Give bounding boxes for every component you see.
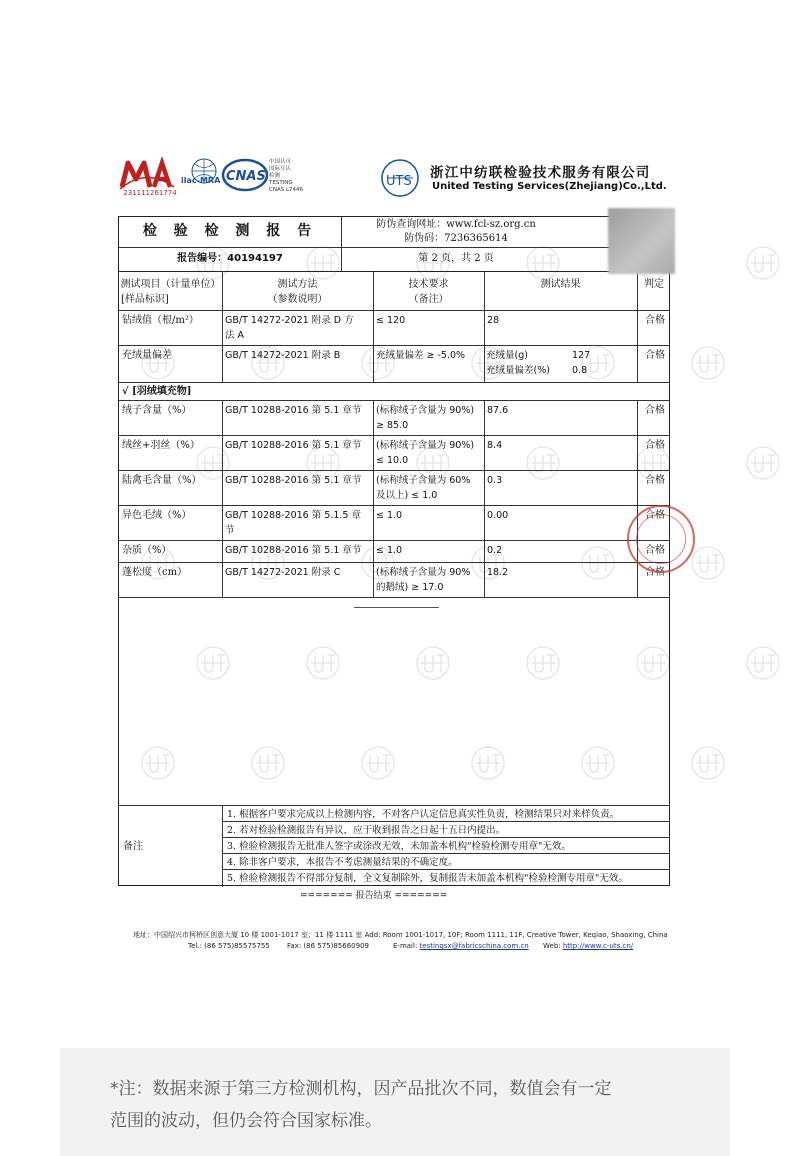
uts-watermark-icon xyxy=(690,545,726,581)
email-link[interactable]: testingsx@fabricschina.com.cn xyxy=(419,942,529,950)
header-result: 测试结果 xyxy=(540,279,581,290)
uts-watermark-icon xyxy=(745,445,781,481)
row-result: 87.6 xyxy=(487,405,509,416)
report-number: 报告编号：40194197 xyxy=(177,253,283,264)
row-requirement: ≤ 120 xyxy=(376,315,406,326)
uts-watermark-icon xyxy=(745,245,781,281)
ilac-label: ilac-MRA xyxy=(181,176,220,185)
row-method: GB/T 10288-2016 第 5.1 章节 xyxy=(225,475,362,486)
fill-label-2: 充绒量偏差(%) xyxy=(486,365,550,376)
footer-address: 地址：中国绍兴市柯桥区创意大厦 10 楼 1001-1017 室；11 楼 1111 室 Add: Room 1001-1017, 10F; Room 1111, 11F, Creative Tower, Keqiao, Shaoxing, China xyxy=(133,931,668,939)
row-requirement: (标称绒子含量为 90%) ≥ 85.0 xyxy=(376,405,475,431)
row-verdict: 合格 xyxy=(645,510,665,521)
company-name-cn: 浙江中纺联检验技术服务有限公司 xyxy=(430,165,651,181)
remark-divider xyxy=(222,853,669,854)
report-title: 检 验 检 测 报 告 xyxy=(142,223,318,239)
uts-label: UTS xyxy=(386,174,412,189)
remark-item: 3. 检验检测报告无批准人签字或涂改无效，未加盖本机构"检验检测专用章"无效。 xyxy=(227,841,571,852)
header-method: 测试方法 （参数说明） xyxy=(267,279,328,305)
remark-item: 2. 若对检验检测报告有异议，应于收到报告之日起十五日内提出。 xyxy=(227,825,506,836)
row-item: 钻绒值（根/m²） xyxy=(122,315,199,326)
row-item: 陆禽毛含量（%） xyxy=(122,475,202,486)
header-requirement: 技术要求 （备注） xyxy=(408,279,449,305)
row-method: GB/T 14272-2021 附录 B xyxy=(225,350,341,361)
remark-divider xyxy=(222,837,669,838)
row-item: 充绒量偏差 xyxy=(122,350,172,361)
ilac-mra-logo-icon xyxy=(180,156,220,192)
uts-watermark-icon xyxy=(690,345,726,381)
anti-fake-code: 防伪码：7236365614 xyxy=(404,233,508,244)
row-result: 28 xyxy=(487,315,500,326)
remark-item: 4. 除非客户要求，本报告不考虑测量结果的不确定度。 xyxy=(227,857,458,868)
note-text xyxy=(110,1073,700,1137)
row-requirement: ≤ 1.0 xyxy=(376,545,403,556)
note-line-1: *注：数据来源于第三方检测机构，因产品批次不同，数值会有一定 xyxy=(110,1079,612,1099)
cnas-label: CNAS xyxy=(226,169,266,184)
fill-value-2: 0.8 xyxy=(572,365,588,376)
uts-watermark-icon xyxy=(690,745,726,781)
row-result: 0.00 xyxy=(487,510,509,521)
divider xyxy=(354,607,439,608)
row-item: 绒子含量（%） xyxy=(122,405,192,416)
row-method: GB/T 10288-2016 第 5.1 章节 xyxy=(225,440,362,451)
row-verdict: 合格 xyxy=(645,315,665,326)
company-name-en: United Testing Services(Zhejiang)Co.,Ltd. xyxy=(432,181,667,192)
section-label: √ [羽绒填充物] xyxy=(122,386,192,397)
row-verdict: 合格 xyxy=(645,440,665,451)
remarks-label: 备注 xyxy=(123,841,143,852)
cnas-logo-icon xyxy=(221,158,269,192)
row-method: GB/T 10288-2016 第 5.1 章节 xyxy=(225,405,362,416)
row-item: 蓬松度（cm） xyxy=(122,567,188,578)
row-result: 0.3 xyxy=(487,475,503,486)
row-requirement: ≤ 1.0 xyxy=(376,510,403,521)
remark-item: 1. 根据客户要求完成以上检测内容，不对客户认定信息真实性负责，检测结果只对来样负责。 xyxy=(227,809,620,820)
row-item: 异色毛绒（%） xyxy=(122,510,192,521)
footer-tel: Tel.: (86 575)85575755 xyxy=(188,942,270,950)
anti-fake-site: 防伪查询网址：www.fcl-sz.org.cn xyxy=(376,219,536,230)
row-verdict: 合格 xyxy=(645,567,665,578)
row-result: 8.4 xyxy=(487,440,503,451)
row-verdict: 合格 xyxy=(645,350,665,361)
row-result: 18.2 xyxy=(487,567,509,578)
remark-divider xyxy=(222,869,669,870)
row-verdict: 合格 xyxy=(645,405,665,416)
note-line-2: 范围的波动，但仍会符合国家标准。 xyxy=(110,1111,382,1131)
footer-web: Web: http://www.c-uts.cn/ xyxy=(543,942,634,950)
redacted-qr-code xyxy=(608,208,675,274)
fill-value-1: 127 xyxy=(572,350,591,361)
cma-number: 231111261774 xyxy=(123,189,177,197)
header-item: 测试项目（计量单位） [样品标识] xyxy=(120,279,221,305)
row-method: GB/T 10288-2016 第 5.1.5 章 节 xyxy=(225,510,361,536)
uts-logo-icon xyxy=(380,158,420,198)
row-requirement: (标称绒子含量为 90% 的鹅绒) ≥ 17.0 xyxy=(376,567,471,593)
report-table xyxy=(118,216,670,886)
footer-fax: Fax: (86 575)85660909 xyxy=(287,942,369,950)
row-verdict: 合格 xyxy=(645,475,665,486)
official-stamp-inner xyxy=(636,514,686,564)
footer-email: E-mail: testingsx@fabricschina.com.cn xyxy=(393,942,529,950)
page-number: 第 2 页，共 2 页 xyxy=(418,253,494,264)
row-method: GB/T 14272-2021 附录 D 方 法 A xyxy=(225,315,354,341)
uts-watermark-icon xyxy=(745,645,781,681)
row-item: 杂质（%） xyxy=(122,545,172,556)
remark-item: 5. 检验检测报告不得部分复制，全文复制除外，复制报告未加盖本机构"检验检测专用章"无效。 xyxy=(227,873,628,884)
header-verdict: 判定 xyxy=(644,279,664,290)
cnas-side-text: 中国认可 国际互认 检测 TESTING CNAS L7446 xyxy=(269,159,304,193)
row-item: 绒丝+羽丝（%） xyxy=(122,440,200,451)
row-requirement: (标称绒子含量为 60% 及以上) ≤ 1.0 xyxy=(376,475,471,501)
row-result: 0.2 xyxy=(487,545,503,556)
fill-detail xyxy=(486,348,591,378)
row-verdict: 合格 xyxy=(645,545,665,556)
row-method: GB/T 14272-2021 附录 C xyxy=(225,567,341,578)
web-link[interactable]: http://www.c-uts.cn/ xyxy=(562,942,634,950)
row-requirement: 充绒量偏差 ≥ -5.0% xyxy=(376,350,466,361)
remark-divider xyxy=(222,821,669,822)
row-method: GB/T 10288-2016 第 5.1 章节 xyxy=(225,545,362,556)
row-requirement: (标称绒子含量为 90%) ≤ 10.0 xyxy=(376,440,475,466)
fill-label-1: 充绒量(g) xyxy=(486,350,528,361)
report-end: ======= 报告结束 ======= xyxy=(300,891,448,901)
